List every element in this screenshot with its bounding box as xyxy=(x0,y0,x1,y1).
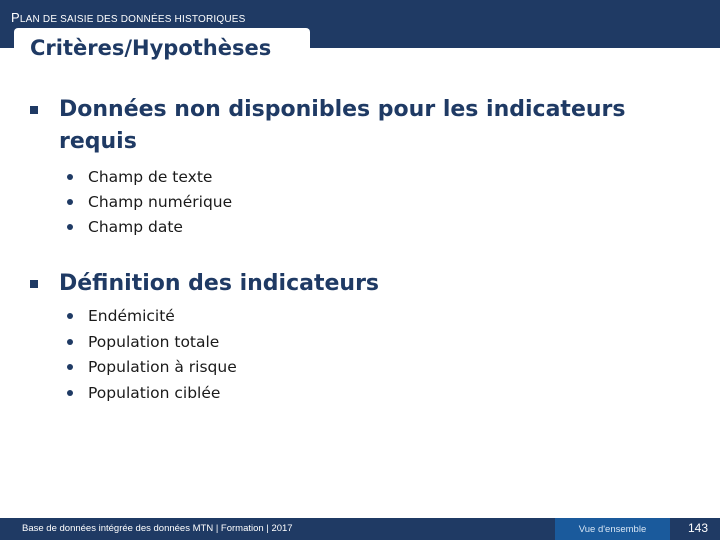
round-bullet-icon xyxy=(67,313,73,319)
round-bullet-icon xyxy=(67,199,73,205)
list-item-text: Champ numérique xyxy=(88,193,233,211)
list-item xyxy=(67,304,175,328)
footer-text: Base de données intégrée des données MTN | Formation | 2017 xyxy=(22,523,293,534)
list-item xyxy=(67,381,220,405)
list-item-text: Champ date xyxy=(88,218,183,236)
round-bullet-icon xyxy=(67,364,73,370)
square-bullet-icon xyxy=(30,106,38,114)
list-item xyxy=(67,330,219,354)
list-item-text: Champ de texte xyxy=(88,168,213,186)
section-heading-text: Données non disponibles pour les indicateurs requis xyxy=(59,97,626,154)
overview-link[interactable]: Vue d'ensemble xyxy=(555,518,670,540)
list-item xyxy=(67,190,232,214)
section-heading-data-unavailable xyxy=(30,94,679,158)
page-title: Critères/Hypothèses xyxy=(30,36,272,60)
round-bullet-icon xyxy=(67,224,73,230)
list-item-text: Population à risque xyxy=(88,358,237,376)
list-item-text: Population totale xyxy=(88,333,220,351)
round-bullet-icon xyxy=(67,390,73,396)
page-number: 143 xyxy=(688,521,709,535)
footer-bar xyxy=(0,518,720,540)
list-item xyxy=(67,215,183,239)
list-item xyxy=(67,355,237,379)
section-label-rest: LAN DE SAISIE DES DONNÉES HISTORIQUES xyxy=(19,14,246,25)
section-label-initial: P xyxy=(11,10,20,25)
list-item xyxy=(67,165,212,189)
section-heading-text: Définition des indicateurs xyxy=(59,271,380,296)
list-item-text: Endémicité xyxy=(88,307,175,325)
section-heading-indicator-definition xyxy=(30,268,679,300)
round-bullet-icon xyxy=(67,174,73,180)
list-item-text: Population ciblée xyxy=(88,384,221,402)
square-bullet-icon xyxy=(30,280,38,288)
round-bullet-icon xyxy=(67,339,73,345)
